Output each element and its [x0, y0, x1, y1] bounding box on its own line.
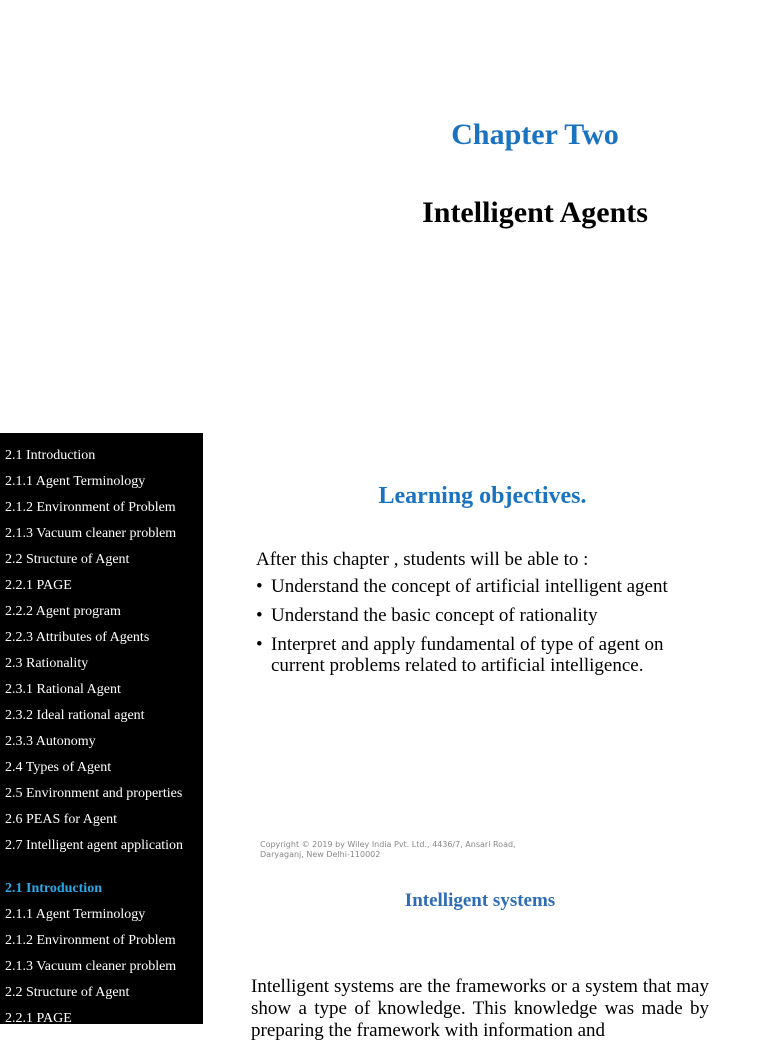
sidebar-item-2-1-1[interactable]: 2.1.1 Agent Terminology — [5, 474, 146, 489]
sidebar-item-2-1-3[interactable]: 2.1.3 Vacuum cleaner problem — [5, 526, 177, 541]
sidebar-item-2-1[interactable]: 2.1 Introduction — [5, 448, 96, 463]
sidebar-item-2-1-2[interactable]: 2.1.2 Environment of Problem — [5, 933, 176, 948]
objectives-list — [256, 576, 706, 684]
copyright-notice — [260, 840, 520, 860]
objective-item: • Understand the basic concept of rationality — [256, 605, 706, 626]
intelligent-systems-paragraph: Intelligent systems are the frameworks or a system that may show a type of knowledge. This knowledge was made by preparing the framework with information and — [251, 976, 709, 1041]
sidebar-item-2-1-active[interactable]: 2.1 Introduction — [5, 881, 102, 896]
sidebar-item-2-6[interactable]: 2.6 PEAS for Agent — [5, 812, 117, 827]
sidebar-item-2-3[interactable]: 2.3 Rationality — [5, 656, 89, 671]
chapter-title: Intelligent Agents — [422, 196, 648, 229]
intelligent-systems-slide — [0, 866, 768, 1041]
sidebar-item-2-3-1[interactable]: 2.3.1 Rational Agent — [5, 682, 121, 697]
chapter-label: Chapter Two — [451, 118, 619, 151]
sidebar-item-2-4[interactable]: 2.4 Types of Agent — [5, 760, 112, 775]
sidebar-item-2-3-2[interactable]: 2.3.2 Ideal rational agent — [5, 708, 145, 723]
sidebar-item-2-2-2[interactable]: 2.2.2 Agent program — [5, 604, 121, 619]
sidebar-item-2-1-1[interactable]: 2.1.1 Agent Terminology — [5, 907, 146, 922]
intelligent-systems-heading: Intelligent systems — [404, 890, 556, 911]
copyright-line: Daryaganj, New Delhi-110002 — [260, 850, 381, 859]
sidebar-item-2-2[interactable]: 2.2 Structure of Agent — [5, 552, 130, 567]
title-slide — [0, 0, 768, 433]
sidebar-item-2-3-3[interactable]: 2.3.3 Autonomy — [5, 734, 96, 749]
sidebar-item-2-2-1[interactable]: 2.2.1 PAGE — [5, 1011, 72, 1026]
objective-item: • Interpret and apply fundamental of type of agent on current problems related to artificial intelligence. — [256, 634, 706, 676]
sidebar-item-2-2-3[interactable]: 2.2.3 Attributes of Agents — [5, 630, 150, 645]
sidebar-item-2-1-3[interactable]: 2.1.3 Vacuum cleaner problem — [5, 959, 177, 974]
sidebar-item-2-5[interactable]: 2.5 Environment and properties — [5, 786, 183, 801]
copyright-line: Copyright © 2019 by Wiley India Pvt. Ltd., 4436/7, Ansari Road, — [260, 840, 516, 849]
sidebar-item-2-2-1[interactable]: 2.2.1 PAGE — [5, 578, 72, 593]
sidebar-item-2-7[interactable]: 2.7 Intelligent agent application — [5, 838, 184, 853]
sidebar-item-2-1-2[interactable]: 2.1.2 Environment of Problem — [5, 500, 176, 515]
sidebar-item-2-2[interactable]: 2.2 Structure of Agent — [5, 985, 130, 1000]
learning-objectives-heading: Learning objectives. — [378, 483, 587, 509]
sidebar-toc — [0, 433, 203, 866]
learning-objectives-slide — [0, 433, 768, 866]
objectives-intro: After this chapter , students will be able to : — [256, 549, 589, 570]
sidebar-toc — [0, 866, 203, 1024]
objective-item: • Understand the concept of artificial intelligent agent — [256, 576, 706, 597]
